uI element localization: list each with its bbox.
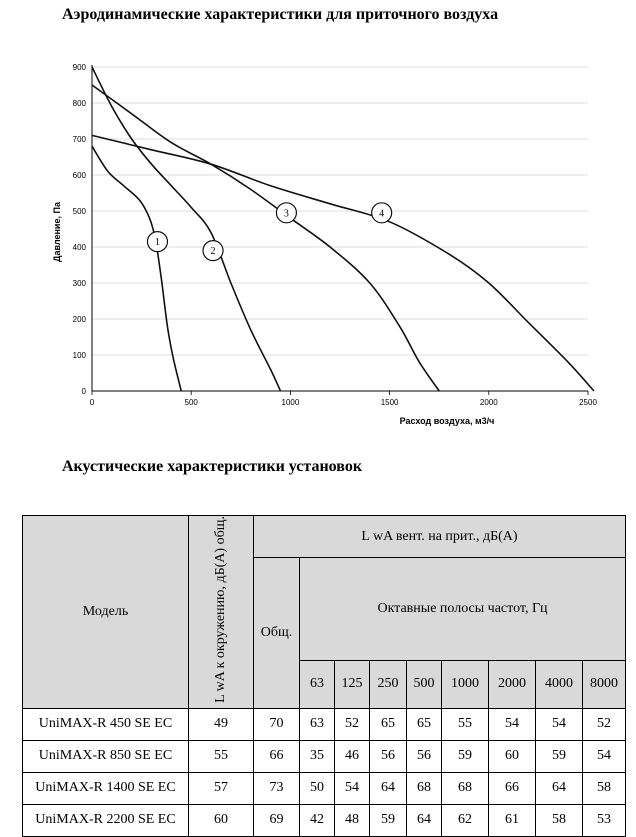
cell-band-2000: 54 [489,708,536,740]
acoustic-table [22,515,626,837]
header-model: Модель [23,516,189,709]
cell-band-250: 56 [370,740,407,772]
header-octave: Октавные полосы частот, Гц [300,558,626,661]
cell-band-125: 48 [335,804,370,836]
curve-label-4: 4 [379,208,385,220]
header-lwa-env: L wA к окружению, дБ(А) общ. [189,516,254,709]
y-tick-label: 300 [72,279,86,288]
cell-band-8000: 58 [583,772,626,804]
cell-env-level: 55 [189,740,254,772]
freq-header-2000: 2000 [489,660,536,708]
curve-4 [92,135,594,391]
y-axis-label: Давление, Па [52,202,62,262]
cell-total-level: 70 [254,708,300,740]
y-tick-label: 0 [81,387,86,396]
cell-env-level: 57 [189,772,254,804]
cell-band-63: 35 [300,740,335,772]
table-row [23,708,626,740]
curve-2 [92,67,280,391]
cell-band-63: 50 [300,772,335,804]
cell-band-2000: 61 [489,804,536,836]
cell-total-level: 69 [254,804,300,836]
curve-label-3: 3 [283,208,289,220]
freq-header-8000: 8000 [583,660,626,708]
cell-model: UniMAX-R 2200 SE EC [23,804,189,836]
table-row [23,804,626,836]
cell-total-level: 73 [254,772,300,804]
chart-grid [92,67,588,355]
chart-title: Аэродинамические характеристики для приточного воздуха [62,6,499,23]
freq-header-250: 250 [370,660,407,708]
cell-band-1000: 55 [442,708,489,740]
x-tick-label: 1500 [380,398,399,407]
x-tick-label: 1000 [281,398,300,407]
cell-model: UniMAX-R 850 SE EC [23,740,189,772]
cell-band-250: 64 [370,772,407,804]
table-title: Акустические характеристики установок [62,458,363,475]
cell-band-1000: 62 [442,804,489,836]
cell-band-63: 42 [300,804,335,836]
x-tick-label: 2000 [479,398,498,407]
cell-env-level: 49 [189,708,254,740]
cell-band-500: 56 [407,740,442,772]
y-tick-label: 800 [72,99,86,108]
cell-band-1000: 59 [442,740,489,772]
freq-header-500: 500 [407,660,442,708]
y-tick-label: 700 [72,135,86,144]
cell-band-125: 52 [335,708,370,740]
chart-curves [92,67,594,391]
cell-model: UniMAX-R 450 SE EC [23,708,189,740]
cell-band-250: 59 [370,804,407,836]
cell-band-2000: 66 [489,772,536,804]
chart-curve-labels [147,203,391,261]
x-tick-label: 2500 [579,398,597,407]
cell-band-4000: 58 [536,804,583,836]
header-lwa-vent: L wA вент. на прит., дБ(А) [254,516,626,558]
table-row [23,772,626,804]
cell-band-8000: 52 [583,708,626,740]
cell-band-63: 63 [300,708,335,740]
cell-band-125: 46 [335,740,370,772]
cell-band-500: 64 [407,804,442,836]
y-tick-label: 200 [72,315,86,324]
cell-band-4000: 59 [536,740,583,772]
y-tick-label: 900 [72,63,86,72]
freq-header-4000: 4000 [536,660,583,708]
x-tick-label: 500 [184,398,198,407]
cell-band-8000: 53 [583,804,626,836]
cell-band-250: 65 [370,708,407,740]
cell-band-2000: 60 [489,740,536,772]
cell-band-125: 54 [335,772,370,804]
cell-band-4000: 64 [536,772,583,804]
table-body [23,708,626,836]
cell-band-500: 65 [407,708,442,740]
x-axis-label: Расход воздуха, м3/ч [399,416,495,426]
cell-total-level: 66 [254,740,300,772]
cell-band-1000: 68 [442,772,489,804]
cell-band-500: 68 [407,772,442,804]
x-tick-label: 0 [89,398,95,407]
freq-header-63: 63 [300,660,335,708]
curve-label-1: 1 [154,237,160,249]
cell-env-level: 60 [189,804,254,836]
cell-band-4000: 54 [536,708,583,740]
y-tick-label: 500 [72,207,86,216]
cell-band-8000: 54 [583,740,626,772]
freq-header-125: 125 [335,660,370,708]
y-tick-label: 400 [72,243,86,252]
y-tick-label: 100 [72,351,86,360]
table-row [23,740,626,772]
curve-label-2: 2 [210,246,216,258]
header-total: Общ. [254,558,300,709]
chart-axes [92,65,588,391]
curve-3 [92,85,439,391]
freq-header-1000: 1000 [442,660,489,708]
cell-model: UniMAX-R 1400 SE EC [23,772,189,804]
y-tick-label: 600 [72,171,86,180]
